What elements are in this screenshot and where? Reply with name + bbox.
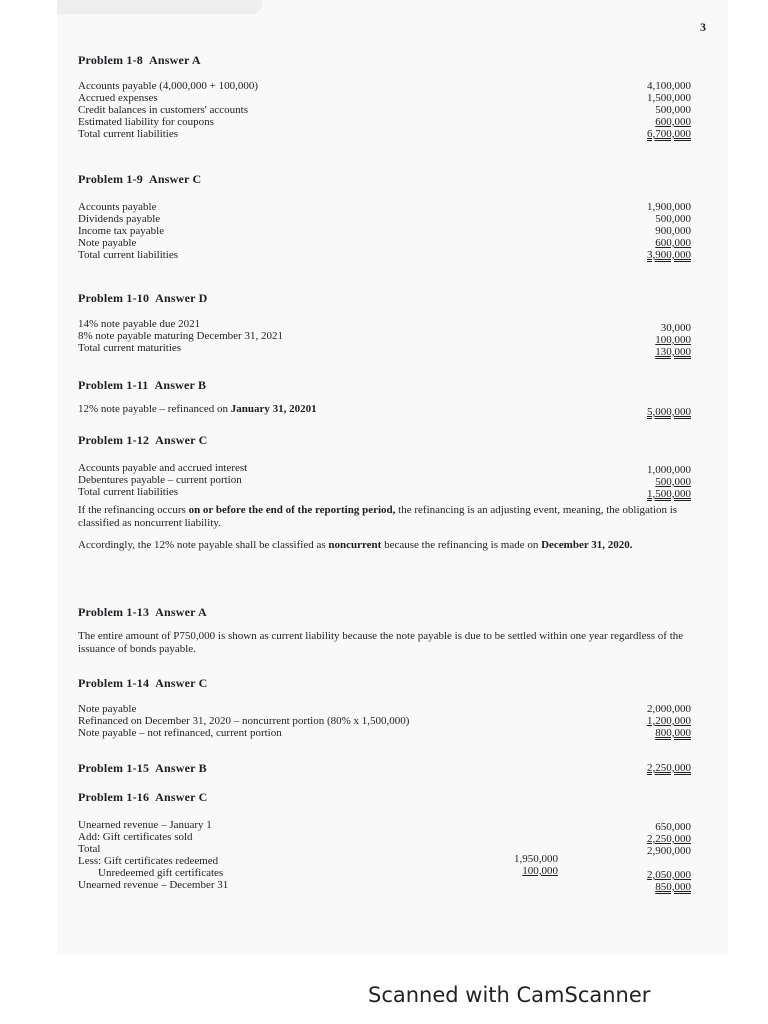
explanation-paragraph: The entire amount of P750,000 is shown as current liability because the note payable is due to be settled within one year regardless of the issuance of bonds payable. <box>78 630 684 655</box>
problem-heading: Problem 1-10 Answer D <box>78 291 208 305</box>
camscanner-watermark: Scanned with CamScanner <box>368 983 651 1007</box>
table-row: Problem 1-15 Answer B 2,250,000 <box>78 761 691 775</box>
problem-1-9 <box>78 172 708 261</box>
table-row: Accrued expenses 1,500,000 <box>78 92 691 104</box>
table-row: Accounts payable 1,900,000 <box>78 201 691 213</box>
table-row: Unredeemed gift certificates 100,000 2,050,000 <box>98 865 691 881</box>
problem-1-10 <box>78 291 708 358</box>
table-row: Credit balances in customers' accounts 500,000 <box>78 104 691 116</box>
table-row: 12% note payable – refinanced on January 31, 20201 5,000,000 <box>78 403 691 418</box>
table-row: Accounts payable (4,000,000 + 100,000) 4,100,000 <box>78 80 691 92</box>
problem-heading: Problem 1-9 Answer C <box>78 172 202 186</box>
explanation-paragraph: If the refinancing occurs on or before the end of the reporting period, the refinancing is an adjusting event, meaning, the obligation is classified as noncurrent liability. <box>78 504 678 529</box>
table-row: Total 2,900,000 <box>78 843 691 857</box>
scan-edge-smudge <box>57 0 262 14</box>
explanation-paragraph: Accordingly, the 12% note payable shall be classified as noncurrent because the refinancing is made on December 31, 2020. <box>78 539 633 551</box>
problem-1-14 <box>78 676 708 739</box>
answer-label: Answer B <box>154 378 207 392</box>
answer-label: Answer C <box>155 676 208 690</box>
table-row: Accounts payable and accrued interest 1,000,000 <box>78 462 691 476</box>
answer-label: Answer D <box>155 291 208 305</box>
problem-heading: Problem 1-12 Answer C <box>78 433 208 447</box>
answer-label: Answer B <box>155 761 207 775</box>
table-row: Less: Gift certificates redeemed 1,950,000 <box>78 853 558 867</box>
table-row-total: Total current liabilities 3,900,000 <box>78 249 691 261</box>
answer-label: Answer C <box>148 172 202 186</box>
table-row: Note payable 600,000 <box>78 237 691 249</box>
table-row: Note payable 2,000,000 <box>78 703 691 715</box>
answer-label: Answer A <box>148 53 201 67</box>
answer-label: Answer A <box>155 605 207 619</box>
answer-label: Answer C <box>155 790 208 804</box>
page-number: 3 <box>700 20 706 34</box>
problem-1-15 <box>78 762 708 776</box>
problem-1-8 <box>78 53 708 140</box>
problem-heading: Problem 1-15 Answer B <box>78 761 207 775</box>
problem-heading: Problem 1-16 Answer C <box>78 790 208 804</box>
problem-heading: Problem 1-11 Answer B <box>78 378 207 392</box>
table-row: Add: Gift certificates sold 2,250,000 <box>78 831 691 845</box>
problem-heading: Problem 1-8 Answer A <box>78 53 201 67</box>
answer-label: Answer C <box>155 433 208 447</box>
table-row: Refinanced on December 31, 2020 – noncurrent portion (80% x 1,500,000) 1,200,000 <box>78 715 691 727</box>
table-row: Unearned revenue – January 1 650,000 <box>78 819 691 833</box>
table-row-total: Total current liabilities 6,700,000 <box>78 128 691 140</box>
table-row-total: Total current liabilities 1,500,000 <box>78 486 691 500</box>
table-row: Dividends payable 500,000 <box>78 213 691 225</box>
table-row-total: Total current maturities 130,000 <box>78 342 691 358</box>
problem-heading: Problem 1-14 Answer C <box>78 676 208 690</box>
problem-heading: Problem 1-13 Answer A <box>78 605 207 619</box>
table-row-total: Note payable – not refinanced, current portion 800,000 <box>78 727 691 739</box>
problem-1-16 <box>78 790 708 891</box>
table-row: 14% note payable due 2021 30,000 <box>78 318 691 334</box>
table-row: 8% note payable maturing December 31, 2021 100,000 <box>78 330 691 346</box>
problem-1-13 <box>78 605 708 656</box>
problem-1-11 <box>78 378 708 418</box>
table-row: Income tax payable 900,000 <box>78 225 691 237</box>
table-row: Estimated liability for coupons 600,000 <box>78 116 691 128</box>
table-row: Debentures payable – current portion 500,000 <box>78 474 691 488</box>
problem-1-12 <box>78 433 708 552</box>
table-row-total: Unearned revenue – December 31 850,000 <box>78 879 691 893</box>
